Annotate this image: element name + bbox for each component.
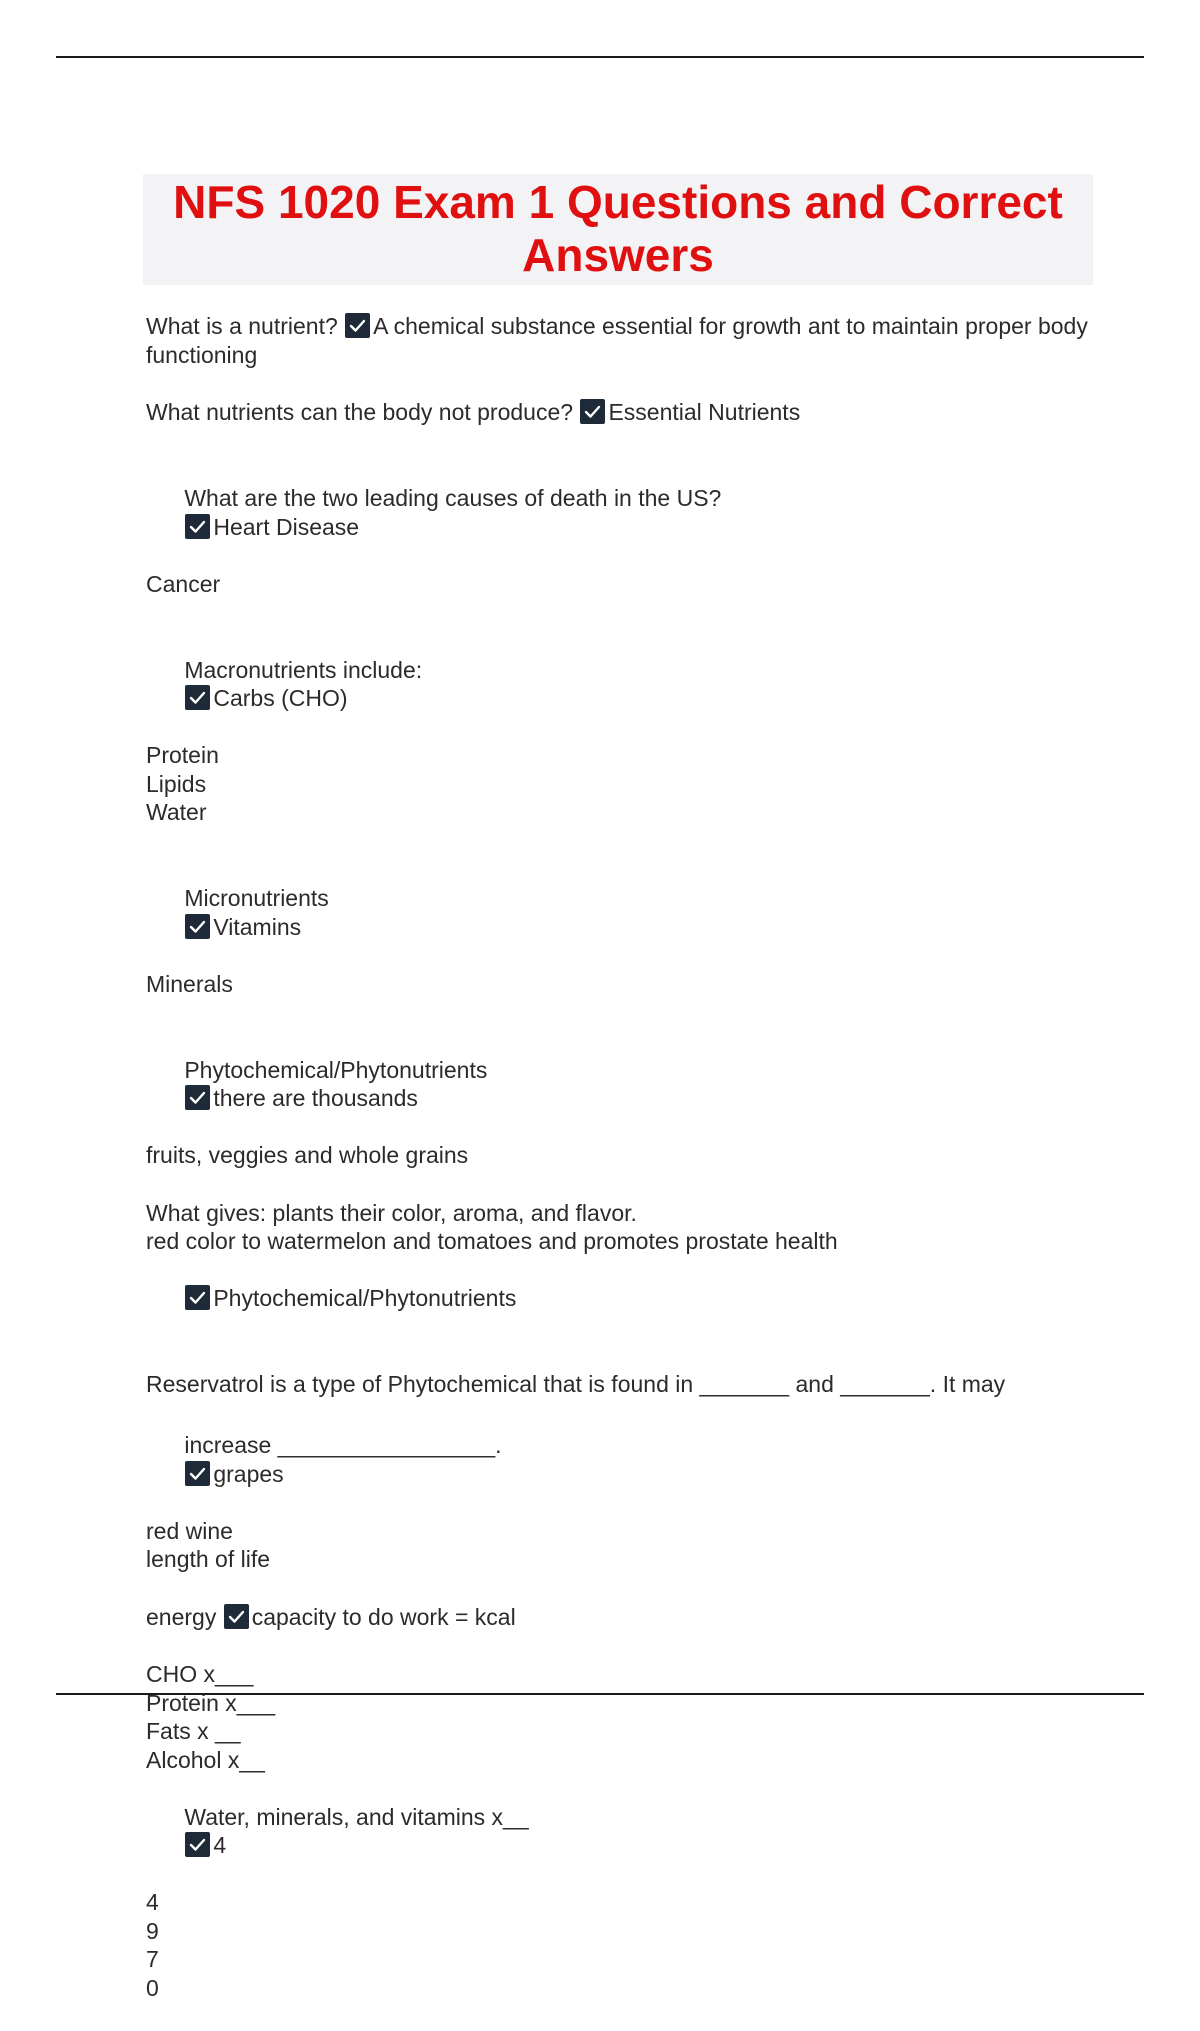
- answer-text: 9: [146, 1917, 159, 1944]
- answer-text: grapes: [213, 1460, 284, 1487]
- question-text: Reservatrol is a type of Phytochemical that is found in _______ and _______. It may: [146, 1371, 1006, 1397]
- checkbox-checked-icon: [345, 313, 370, 338]
- qa-item: [146, 1370, 1101, 1574]
- answer-text: Carbs (CHO): [213, 685, 348, 711]
- question-text: CHO x___: [146, 1661, 254, 1687]
- checkbox-checked-icon: [580, 399, 605, 424]
- checkbox-checked-icon: [185, 514, 210, 539]
- question-text: Micronutrients: [184, 885, 329, 911]
- title-banner: [143, 174, 1093, 285]
- answer-text: Minerals: [146, 970, 233, 997]
- checkbox-checked-icon: [224, 1604, 249, 1629]
- question-text: increase _________________.: [184, 1432, 502, 1458]
- qa-item: [146, 1603, 1101, 1632]
- answer-text: Heart Disease: [213, 513, 360, 540]
- qa-item: [146, 1027, 1101, 1170]
- question-text: Macronutrients include:: [184, 656, 423, 683]
- question-text: red color to watermelon and tomatoes and promotes prostate health: [146, 1228, 838, 1254]
- answer-text: there are thousands: [213, 1085, 418, 1111]
- qa-item: [146, 1199, 1101, 1342]
- answer-text: capacity to do work = kcal: [251, 1603, 516, 1630]
- checkbox-checked-icon: [185, 685, 210, 710]
- qa-item: [146, 627, 1101, 827]
- question-text: What are the two leading causes of death in the US?: [184, 485, 722, 511]
- question-text: Alcohol x__: [146, 1746, 265, 1773]
- qa-item: [146, 456, 1101, 599]
- question-text: Fats x __: [146, 1718, 241, 1744]
- answer-text: A chemical substance essential for growth ant to maintain proper body functioning: [146, 313, 1088, 368]
- answer-text: Water: [146, 799, 207, 825]
- answer-text: red wine: [146, 1517, 233, 1544]
- qa-item: [146, 312, 1101, 369]
- answer-text: 0: [146, 1974, 159, 2001]
- answer-text: Vitamins: [213, 913, 302, 940]
- answer-text: Protein: [146, 742, 219, 768]
- question-text: What nutrients can the body not produce?: [146, 399, 574, 425]
- question-text: What is a nutrient?: [146, 313, 338, 339]
- qa-item: [146, 1660, 1101, 2002]
- qa-item: [146, 856, 1101, 999]
- question-text: Phytochemical/Phytonutrients: [184, 1056, 488, 1083]
- answer-text: 4: [213, 1832, 227, 1858]
- answer-text: Essential Nutrients: [608, 399, 801, 425]
- header-rule: [56, 56, 1144, 58]
- checkbox-checked-icon: [185, 1085, 210, 1110]
- footer-rule: [56, 1693, 1144, 1695]
- answer-text: 4: [146, 1889, 159, 1915]
- answer-text: Lipids: [146, 770, 207, 797]
- checkbox-checked-icon: [185, 1461, 210, 1486]
- document-title: NFS 1020 Exam 1 Questions and Correct Answers: [173, 176, 1063, 281]
- answer-text: length of life: [146, 1546, 271, 1572]
- qa-list: [146, 312, 1101, 2031]
- qa-item: [146, 398, 1101, 427]
- question-text: Protein x___: [146, 1689, 276, 1716]
- question-text: energy: [146, 1603, 217, 1630]
- checkbox-checked-icon: [185, 914, 210, 939]
- checkbox-checked-icon: [185, 1285, 210, 1310]
- question-text: What gives: plants their color, aroma, and flavor.: [146, 1199, 637, 1226]
- answer-text: 7: [146, 1946, 159, 1972]
- checkbox-checked-icon: [185, 1832, 210, 1857]
- answer-text: Cancer: [146, 570, 221, 597]
- answer-text: fruits, veggies and whole grains: [146, 1142, 469, 1168]
- answer-text: Phytochemical/Phytonutrients: [213, 1285, 517, 1311]
- question-text: Water, minerals, and vitamins x__: [184, 1803, 529, 1830]
